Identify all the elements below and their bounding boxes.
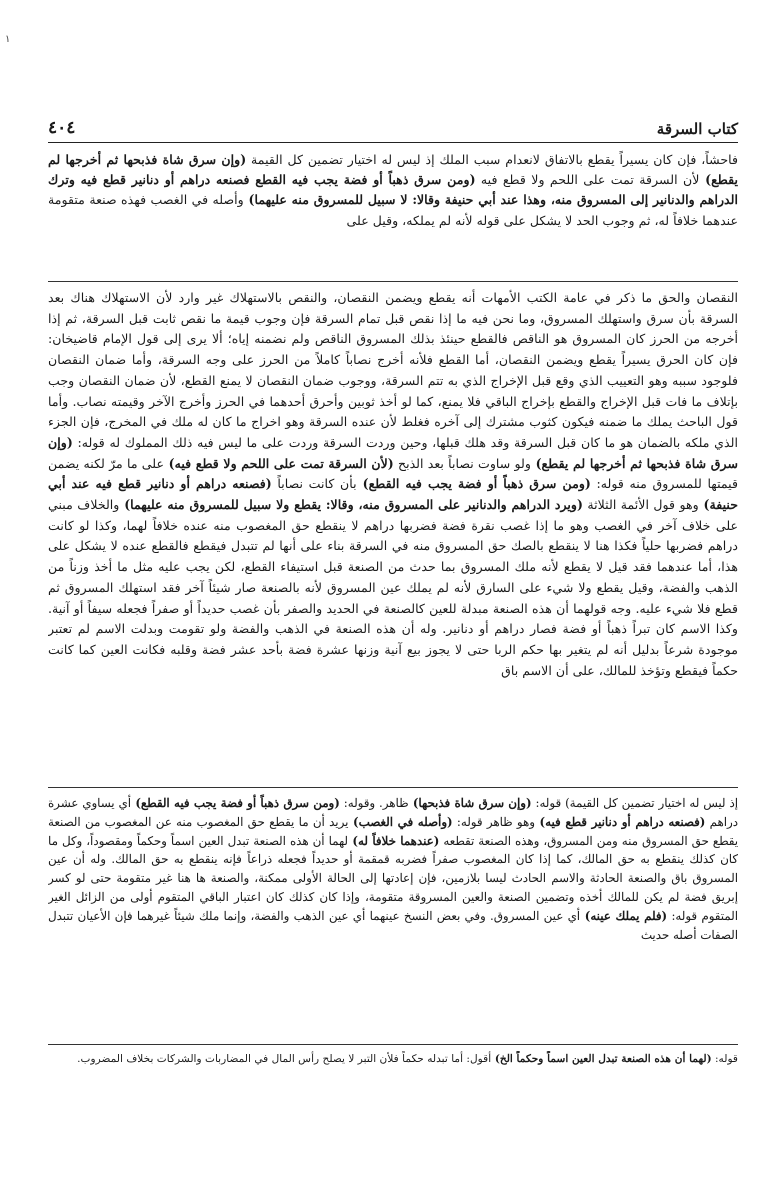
commentary-bold-quote: (وإن سرق شاة فذبحها ثم أخرجها لم يقطع) <box>48 434 738 471</box>
chapter-title: كتاب السرقة <box>656 120 738 138</box>
hashiya-bold-quote: (وأصله في الغصب) <box>348 814 453 829</box>
hashiya-bold-quote: (فلم يملك عينه) <box>580 908 668 923</box>
matn-text-segment: وأصله في الغصب فهذه صنعة متقومة عندهما خلافاً له، ثم وجوب الحد لا يشكل على قوله لأنه لم يملكه، وقيل على <box>48 192 738 228</box>
hashiya-bold-quote: (عندهما خلافاً له) <box>348 833 440 848</box>
commentary-bold-quote: (فصنعه دراهم أو دنانير قطع فيه عند أبي حنيفة) <box>48 476 738 513</box>
hashiya-segment: يريد أن ما يقطع حق المغصوب منه عن المغصوب من الصنعة يقطع حق المسروق منه ومن المسروق، وهذه الصنعة تقطعه <box>48 814 738 848</box>
matn-text <box>48 150 738 276</box>
commentary-bold-quote: (ومن سرق ذهباً أو فضة يجب فيه القطع) <box>356 476 591 492</box>
marginal-commentary <box>48 794 738 1040</box>
margin-mark: ١ <box>5 34 11 45</box>
hashiya-bold-quote: (وإن سرق شاة فذبحها) <box>408 796 532 810</box>
page-number: ٤٠٤ <box>48 118 76 138</box>
hashiya-segment: لهما أن هذه الصنعة تبدل العين اسماً وحكماً ومقصوداً، وكل ما كان كذلك ينقطع به حق المالك، كما إذا كان المغصوب صفراً فضربه قمقمة أو حديداً فجعله ذراعاً فإنه ينقطع به حق المالك. وله أن عين المسروق باق والصنعة الحادثة والاسم الحادث ليسا بلازمين، فإن إعادتها إلى الحالة الأولى ممكنة، والصنعة ها هنا غير متقومة حتى لو كسر إبريق فضة لم يكن للمالك أخذه وتضمين الصنعة والعين المسروقة متقومة، وإذا كان كذلك كان اعتبار الباقي المتقوم أولى من الزائل الغير المتقوم قوله: <box>48 833 738 923</box>
commentary-bold-quote: (ويرد الدراهم والدنانير على المسروق منه، وقالا: يقطع ولا سبيل للمسروق منه عليهما) <box>119 497 583 513</box>
hashiya-segment: وهو ظاهر قوله: <box>452 814 535 829</box>
section-divider <box>48 281 738 282</box>
commentary-segment: بأن كانت نصاباً <box>271 476 357 492</box>
hashiya-segment: إذ ليس له اختيار تضمين كل القيمة) قوله: <box>531 796 738 810</box>
hashiya-segment: ظاهر. وقوله: <box>339 796 409 810</box>
footnote <box>48 1051 738 1097</box>
matn-bold-quote: (وإن سرق شاة فذبحها ثم أخرجها لم يقطع) <box>48 152 738 188</box>
commentary-bold-quote: (لأن السرقة تمت على اللحم ولا قطع فيه) <box>164 455 394 471</box>
hashiya-bold-quote: (ومن سرق ذهباً أو فضة يجب فيه القطع) <box>131 796 340 810</box>
matn-text-segment: لأن السرقة تمت على اللحم ولا قطع فيه <box>475 172 700 188</box>
footnote-segment: أقول: أما تبدله حكماً فلأن التبر لا يصلح رأس المال في المضاربات والشركات بخلاف المضروب. <box>77 1053 492 1065</box>
footnote-bold-quote: (لهما أن هذه الصنعة تبدل العين اسماً وحكماً الخ) <box>491 1053 712 1065</box>
commentary-segment: النقصان والحق ما ذكر في عامة الكتب الأمهات أنه يقطع ويضمن النقصان، والنقص بالاستهلاك غير وارد لأن الاستهلاك هناك بعد السرقة بأن سرق واستهلك المسروق، وما نحن فيه ما إذا نقص قبل تمام السرقة فإن وجوب قيمة ما نقص ثابت قبل السرقة، ثم إذا أخرجه من الحرز كان المسروق هو الناقص فالقطع حينئذ بذلك المسروق الناقص ولم نضمنه إياه؛ ألا يرى إلى قول الإمام قاضيخان: فإن كان الحرق يسيراً يقطع ويضمن النقصان، أما القطع فلأنه أخرج نصاباً كاملاً من الحرز على وجه السرقة، وأما ضمان النقصان فلوجود سببه وهو التعييب الذي وقع قبل الإخراج الذي به تتم السرقة، ووجوب ضمان النقصان لا يمنع القطع، لأن ضمان النقصان وجب بإتلاف ما فات قبل الإخراج والقطع بإخراج الباقي فلا يمنع، كما لو أخذ ثوبين وأحرق أحدهما في الحرز وأخرج الآخر وقيمته نصاب. وأما قول الباحث يملك ما ضمنه فيكون كثوب مشترك إلى آخره فغلط لأن عنده السرقة وهو اخراج ما كان له ملك في المخرج، فإن الجزء الذي ملكه بالضمان هو ما كان قبل السرقة وقد هلك قبلها، وحين وردت السرقة وردت على ما ليس فيه ذلك المملوك له قوله: <box>48 290 738 450</box>
footnote-divider <box>48 1044 738 1045</box>
commentary-segment: والخلاف مبني على خلاف آخر في الغصب وهو ما إذا غصب نقرة فضة فضربها دراهم لا ينقطع حق المغصوب منه عنده خلافاً لهما، وكذا لو كانت دراهم فضربها حلياً فكذا هنا لا ينقطع بالصك حق المسروق منه في السرقة بناء على أنها لم تتبدل فيقطع فالقطع عنده لا يشكل على هذا، أما عندهما فقد قيل لا يقطع لأنه ملك المسروق بما حدث من الصنعة قبل استيفاء القطع، لكن يجب عليه مثل ما أخذ وزناً من الذهب والفضة، وقيل يقطع ولا شيء على السارق لأنه لم يملك عين المسروق لأنه بالصنعة صار شيئاً آخر فقد استهلك المسروق ثم قطع فلا شيء عليه. وجه قولهما أن هذه الصنعة مبدلة للعين كالصنعة في الحديد والصفر بأن غصب حديداً أو صفراً فجعله سيفاً أو آنية. وكذا الاسم كان تبراً ذهباً أو فضة فصار دراهم أو دنانير. وله أن هذه الصنعة في الذهب والفضة ولو تقومت وبدلت الاسم لم تعتبر موجودة شرعاً بدليل أنه لم يتغير بها حكم الربا حتى لا يجوز بيع آنية وزنها عشرة فضة بأحد عشر فضة وقلبه فكانت العين كما كانت حكماً فيقطع وتؤخذ للمالك، على أن الاسم باق <box>48 497 738 678</box>
matn-bold-quote: (ومن سرق ذهباً أو فضة يجب فيه القطع فصنعه دراهم أو دنانير قطع فيه وترك الدراهم والدنانير إلى المسروق منه، وهذا عند أبي حنيفة وقالا: لا سبيل للمسروق منه عليهما) <box>48 172 738 208</box>
section-divider <box>48 787 738 788</box>
hashiya-bold-quote: (فصنعه دراهم أو دنانير قطع فيه) <box>534 814 706 829</box>
commentary-segment: ولو ساوت نصاباً بعد الذبح <box>393 455 531 471</box>
commentary-segment: وهو قول الأئمة الثلاثة <box>582 497 699 513</box>
commentary-segment: على ما مرّ لكنه يضمن قيمتها للمسروق منه قوله: <box>48 455 738 492</box>
page-header <box>48 118 738 143</box>
hashiya-segment: أي يساوي عشرة دراهم <box>48 796 738 829</box>
footnote-segment: قوله: <box>711 1053 738 1065</box>
commentary-text <box>48 288 738 784</box>
matn-text-segment: فاحشاً، فإن كان يسيراً يقطع بالاتفاق لانعدام سبب الملك إذ ليس له اختيار تضمين كل القيمة <box>246 152 738 167</box>
hashiya-segment: أي عين المسروق. وفي بعض النسخ عينهما أي عين الذهب والفضة، وإنما ملك شيئاً غيرهما فإن الأعيان تتبدل الصفات أصله حديث <box>48 908 738 942</box>
